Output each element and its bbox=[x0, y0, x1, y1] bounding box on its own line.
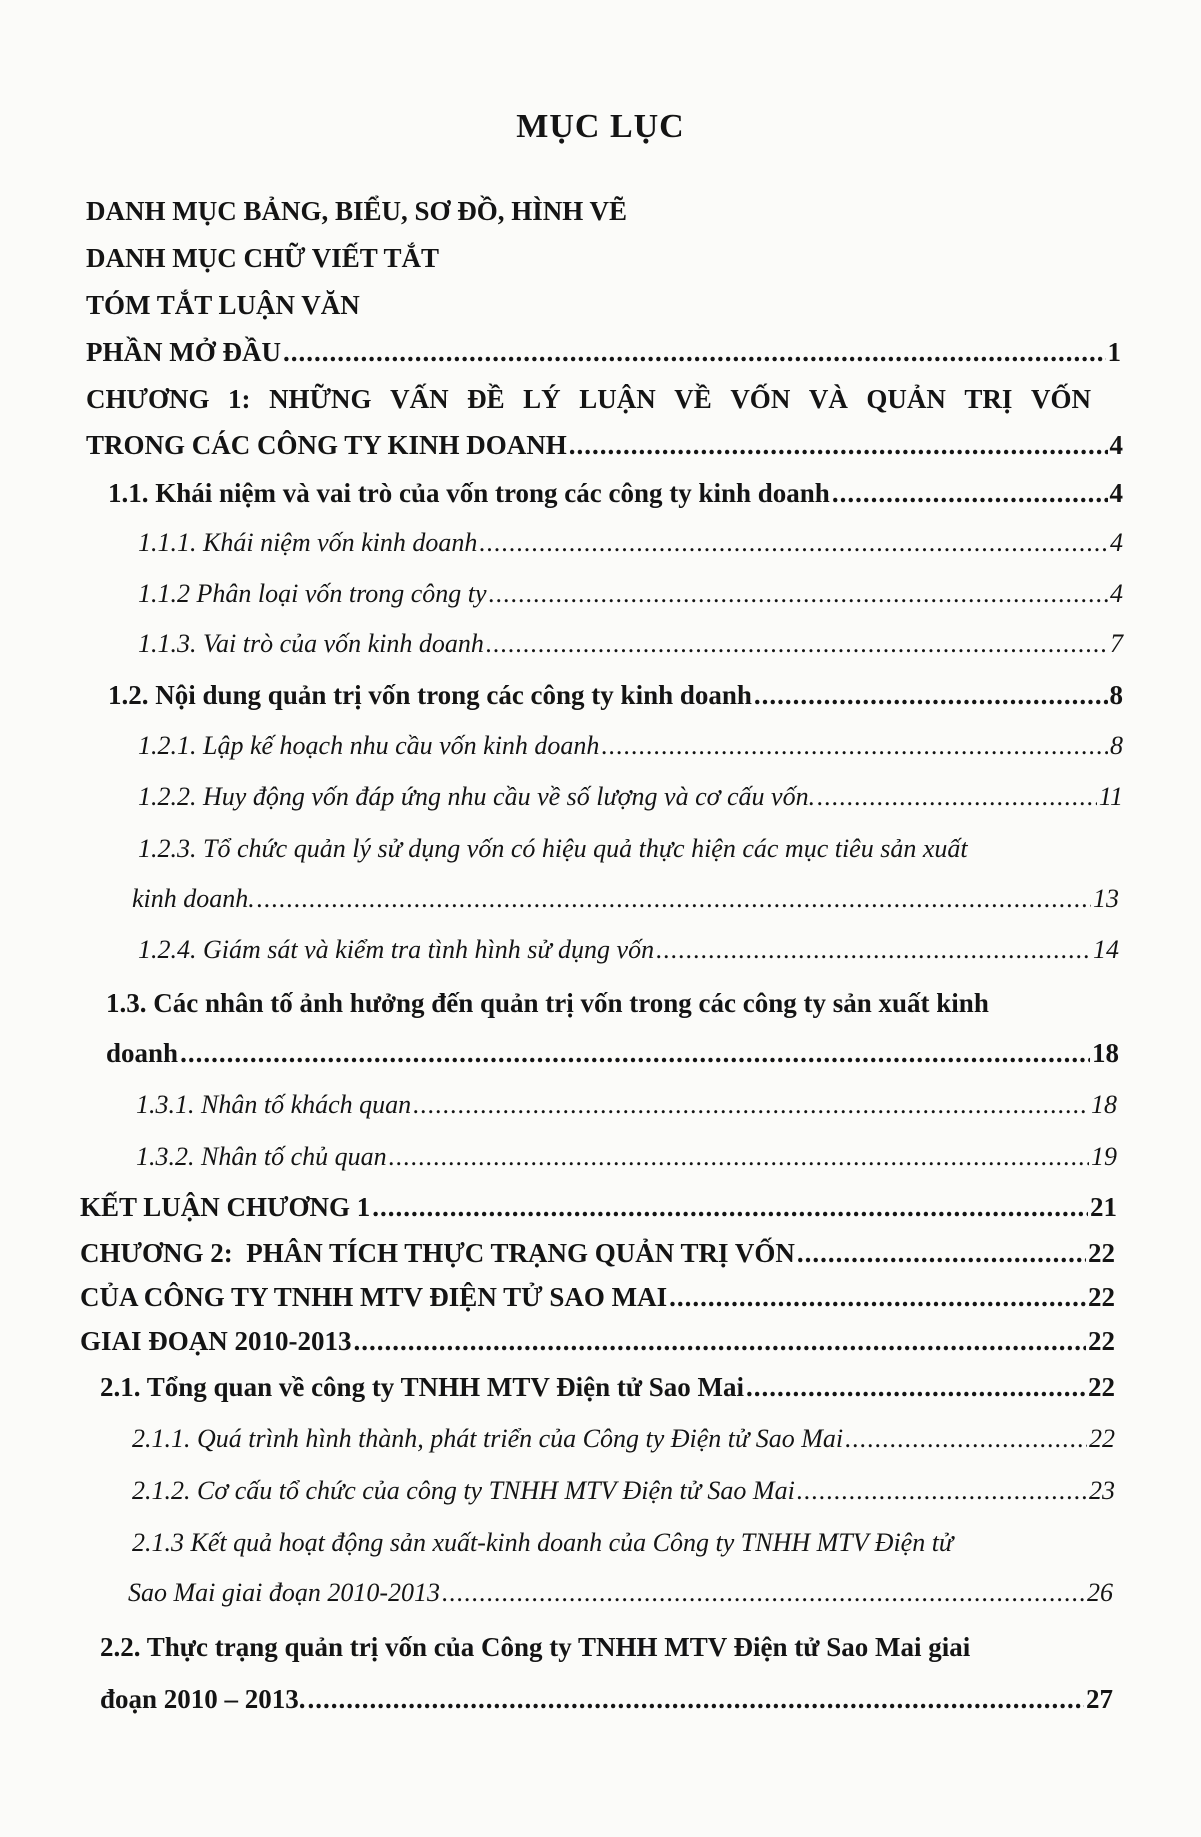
toc-entry-1-2-3-line2[interactable] bbox=[132, 884, 1119, 914]
leader-dots bbox=[746, 1372, 1086, 1403]
leader-dots bbox=[372, 1192, 1088, 1223]
toc-page-number: 11 bbox=[1098, 782, 1123, 811]
leader-dots bbox=[754, 680, 1108, 711]
toc-entry-text: KẾT LUẬN CHƯƠNG 1 bbox=[80, 1192, 371, 1222]
toc-word: VỀ bbox=[674, 384, 712, 414]
toc-entry-chapter1-conclusion[interactable] bbox=[80, 1192, 1117, 1223]
leader-dots bbox=[180, 1038, 1090, 1069]
toc-front-item: DANH MỤC CHỮ VIẾT TẮT bbox=[86, 243, 440, 273]
toc-page-number: 7 bbox=[1110, 629, 1123, 658]
toc-entry-text: 1.1.3. Vai trò của vốn kinh doanh bbox=[138, 629, 484, 658]
toc-entry-text: 1.2.4. Giám sát và kiểm tra tình hình sử dụng vốn bbox=[138, 935, 655, 964]
toc-page-number: 23 bbox=[1089, 1476, 1115, 1505]
toc-word: TRỊ bbox=[964, 384, 1013, 414]
leader-dots bbox=[569, 430, 1108, 461]
toc-entry-1-1-1[interactable] bbox=[138, 528, 1123, 558]
toc-page-number: 8 bbox=[1110, 731, 1123, 760]
toc-entry-chapter1-line2[interactable] bbox=[86, 430, 1123, 461]
toc-entry-text: CHƯƠNG 2: PHÂN TÍCH THỰC TRẠNG QUẢN TRỊ VỐN bbox=[80, 1238, 795, 1268]
toc-entry-text: GIAI ĐOẠN 2010-2013 bbox=[80, 1326, 352, 1356]
toc-page-number: 22 bbox=[1088, 1282, 1115, 1312]
leader-dots bbox=[479, 528, 1108, 558]
toc-entry-2-2-line1[interactable]: 2.2. Thực trạng quản trị vốn của Công ty TNHH MTV Điện tử Sao Mai giai bbox=[100, 1632, 971, 1662]
toc-entry-1-1[interactable] bbox=[108, 478, 1123, 509]
leader-dots bbox=[817, 782, 1097, 812]
toc-entry-text: kinh doanh. bbox=[132, 884, 255, 913]
toc-word: VÀ bbox=[808, 384, 848, 414]
leader-dots bbox=[489, 579, 1108, 609]
toc-entry-text: 1.1.1. Khái niệm vốn kinh doanh bbox=[138, 528, 478, 557]
leader-dots bbox=[308, 1684, 1084, 1715]
toc-entry-1-1-2[interactable] bbox=[138, 579, 1123, 609]
toc-front-item: TÓM TẮT LUẬN VĂN bbox=[86, 290, 360, 320]
toc-entry-text: 1.1.2 Phân loại vốn trong công ty bbox=[138, 579, 487, 608]
toc-front-item: DANH MỤC BẢNG, BIỂU, SƠ ĐỒ, HÌNH VẼ bbox=[86, 196, 628, 226]
page-title: MỤC LỤC bbox=[516, 108, 685, 145]
toc-word: CHƯƠNG bbox=[86, 384, 210, 414]
toc-entry-1-3-2[interactable] bbox=[136, 1142, 1117, 1172]
toc-page-number: 22 bbox=[1088, 1238, 1115, 1268]
toc-entry-1-1-3[interactable] bbox=[138, 629, 1123, 659]
toc-entry-1-3-line2[interactable] bbox=[106, 1038, 1119, 1069]
toc-entry-intro[interactable] bbox=[86, 337, 1121, 368]
toc-entry-text: 1.2.1. Lập kế hoạch nhu cầu vốn kinh doanh bbox=[138, 731, 600, 760]
leader-dots bbox=[601, 731, 1108, 761]
leader-dots bbox=[669, 1282, 1086, 1313]
toc-word: VỐN bbox=[730, 384, 791, 414]
toc-page-number: 26 bbox=[1087, 1578, 1113, 1607]
toc-page-number: 27 bbox=[1086, 1684, 1113, 1714]
leader-dots bbox=[354, 1326, 1086, 1357]
leader-dots bbox=[845, 1424, 1087, 1454]
toc-entry-2-1-1[interactable] bbox=[132, 1424, 1115, 1454]
toc-entry-text: 2.1.2. Cơ cấu tổ chức của công ty TNHH MTV Điện tử Sao Mai bbox=[132, 1476, 795, 1505]
toc-entry-text: PHẦN MỞ ĐẦU bbox=[86, 337, 281, 367]
toc-word: QUẢN bbox=[866, 384, 946, 414]
toc-entry-text: 1.3.1. Nhân tố khách quan bbox=[136, 1090, 412, 1119]
toc-entry-1-2-2[interactable] bbox=[138, 782, 1123, 812]
toc-entry-2-1[interactable] bbox=[100, 1372, 1115, 1403]
toc-word: NHỮNG bbox=[269, 384, 372, 414]
toc-page-number: 19 bbox=[1091, 1142, 1117, 1171]
toc-page-number: 4 bbox=[1109, 430, 1123, 460]
toc-page-number: 13 bbox=[1093, 884, 1119, 913]
toc-entry-text: 1.1. Khái niệm và vai trò của vốn trong các công ty kinh doanh bbox=[108, 478, 830, 508]
toc-entry-text: CỦA CÔNG TY TNHH MTV ĐIỆN TỬ SAO MAI bbox=[80, 1282, 668, 1312]
toc-entry-2-1-3-line1[interactable]: 2.1.3 Kết quả hoạt động sản xuất-kinh doanh của Công ty TNHH MTV Điện tử bbox=[132, 1528, 954, 1557]
toc-page-number: 22 bbox=[1088, 1372, 1115, 1402]
leader-dots bbox=[442, 1578, 1085, 1608]
toc-page-number: 4 bbox=[1110, 528, 1123, 557]
toc-page-number: 8 bbox=[1109, 680, 1123, 710]
leader-dots bbox=[832, 478, 1108, 509]
toc-entry-chapter2-line1[interactable] bbox=[80, 1238, 1115, 1269]
toc-page-number: 22 bbox=[1089, 1424, 1115, 1453]
toc-entry-chapter2-line3[interactable] bbox=[80, 1326, 1115, 1357]
toc-entry-2-1-3-line2[interactable] bbox=[128, 1578, 1113, 1608]
leader-dots bbox=[797, 1238, 1086, 1269]
toc-entry-text: TRONG CÁC CÔNG TY KINH DOANH bbox=[86, 430, 567, 460]
toc-page-number: 14 bbox=[1093, 935, 1119, 964]
toc-word: VỐN bbox=[1030, 384, 1091, 414]
toc-entry-1-3-line1[interactable]: 1.3. Các nhân tố ảnh hưởng đến quản trị vốn trong các công ty sản xuất kinh bbox=[106, 988, 989, 1018]
toc-entry-text: 1.2.2. Huy động vốn đáp ứng nhu cầu về số lượng và cơ cấu vốn. bbox=[138, 782, 816, 811]
toc-entry-2-1-2[interactable] bbox=[132, 1476, 1115, 1506]
toc-word: ĐỀ bbox=[467, 384, 505, 414]
leader-dots bbox=[389, 1142, 1089, 1172]
toc-entry-text: doanh bbox=[106, 1038, 179, 1068]
leader-dots bbox=[257, 884, 1091, 914]
leader-dots bbox=[486, 629, 1108, 659]
toc-entry-1-2-4[interactable] bbox=[138, 935, 1119, 965]
toc-entry-1-3-1[interactable] bbox=[136, 1090, 1117, 1120]
toc-entry-text: 1.2. Nội dung quản trị vốn trong các công ty kinh doanh bbox=[108, 680, 752, 710]
toc-page-number: 18 bbox=[1092, 1038, 1119, 1068]
toc-page-number: 4 bbox=[1109, 478, 1123, 508]
toc-page-number: 1 bbox=[1107, 337, 1121, 367]
leader-dots bbox=[283, 337, 1106, 368]
toc-entry-text: 2.1.1. Quá trình hình thành, phát triển của Công ty Điện tử Sao Mai bbox=[132, 1424, 844, 1453]
toc-word: LUẬN bbox=[579, 384, 656, 414]
leader-dots bbox=[413, 1090, 1089, 1120]
toc-page-number: 22 bbox=[1088, 1326, 1115, 1356]
toc-entry-chapter2-line2[interactable] bbox=[80, 1282, 1115, 1313]
toc-entry-chapter1-line1[interactable] bbox=[86, 384, 1091, 415]
toc-page-number: 18 bbox=[1091, 1090, 1117, 1119]
toc-entry-2-2-line2[interactable] bbox=[100, 1684, 1113, 1715]
toc-word: VẤN bbox=[390, 384, 449, 414]
toc-page-number: 21 bbox=[1090, 1192, 1117, 1222]
toc-entry-text: 2.1. Tổng quan về công ty TNHH MTV Điện tử Sao Mai bbox=[100, 1372, 745, 1402]
toc-entry-text: đoạn 2010 – 2013. bbox=[100, 1684, 306, 1714]
leader-dots bbox=[797, 1476, 1087, 1506]
toc-entry-text: 1.3.2. Nhân tố chủ quan bbox=[136, 1142, 387, 1171]
toc-entry-1-2-1[interactable] bbox=[138, 731, 1123, 761]
toc-word: 1: bbox=[228, 384, 251, 414]
toc-entry-1-2[interactable] bbox=[108, 680, 1123, 711]
leader-dots bbox=[656, 935, 1091, 965]
toc-entry-text: Sao Mai giai đoạn 2010-2013 bbox=[128, 1578, 440, 1607]
toc-word: LÝ bbox=[523, 384, 561, 414]
toc-entry-1-2-3-line1[interactable]: 1.2.3. Tổ chức quản lý sử dụng vốn có hiệu quả thực hiện các mục tiêu sản xuất bbox=[138, 834, 968, 863]
toc-page-number: 4 bbox=[1110, 579, 1123, 608]
